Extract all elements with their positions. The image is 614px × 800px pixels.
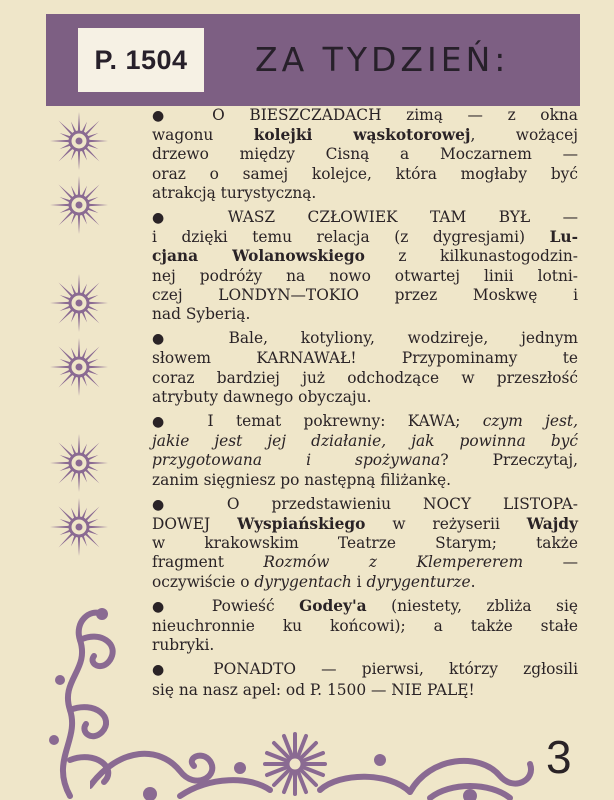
item-powiesc: ● Powieść Godey'a (niestety, zbliża się nieuchronnie ku końcowi); a także stałe rubryki. (152, 596, 578, 655)
item-kawa: ● I temat pokrewny: KAWA; czym jest, jakie jest jej działanie, jak powinna być przygotowana i spożywana? Przeczytaj, zanim sięgniesz po następną filiżankę. (152, 412, 578, 489)
item-karnawal: ● Bale, kotyliony, wodzireje, jednym słowem KARNAWAŁ! Przypominamy te coraz bardziej już odchodzące w przeszłość atrybuty dawnego obyczaju. (152, 329, 578, 406)
issue-number-label: P. 1504 (78, 28, 204, 92)
flower-ornament-icon (48, 496, 110, 558)
flower-ornament-icon (48, 174, 110, 236)
flower-ornament-icon (48, 272, 110, 334)
item-noc-listopadowa: ● O przedstawieniu NOCY LISTOPA- DOWEJ Wyspiańskiego w reżyserii Wajdy w krakowskim Teatrze Starym; także fragment Rozmów z Klempererem — oczywiście o dyrygentach i dyrygenturze. (152, 494, 578, 591)
item-bieszczady: ● O BIESZCZADACH zimą — z okna wagonu kolejki wąskotorowej, wożącej drzewo między Cisną a Moczarnem — oraz o samej kolejce, która mogłaby być atrakcją turystyczną. (152, 106, 578, 202)
article-list (152, 106, 578, 705)
flower-ornament-icon (48, 336, 110, 398)
flower-ornament-icon (48, 432, 110, 494)
item-ponadto: ● PONADTO — pierwsi, którzy zgłosili się na nasz apel: od P. 1500 — NIE PALĘ! (152, 660, 578, 699)
flower-ornament-icon (48, 110, 110, 172)
page-number: 3 (546, 731, 572, 783)
page-title: ZA TYDZIEŃ: (255, 40, 510, 79)
item-wasz-czlowiek: ● WASZ CZŁOWIEK TAM BYŁ — i dzięki temu relacja (z dygresjami) Lu- cjana Wolanowskiego z kilkunastogodzin- nej podróży na nowo otwartej linii lotni- czej LONDYN—TOKIO przez Moskwę i nad Syberią. (152, 208, 578, 324)
bottom-ornament-icon (90, 716, 540, 800)
